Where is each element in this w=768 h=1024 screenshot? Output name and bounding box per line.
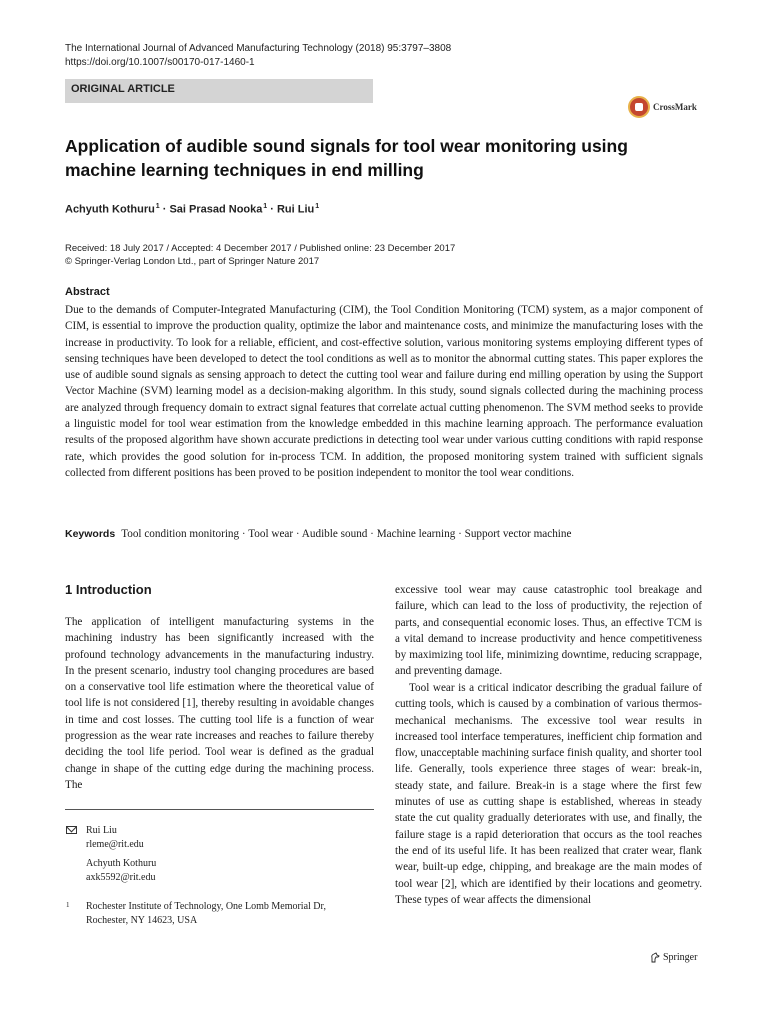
intro-paragraph-left: The application of intelligent manufacturing systems in the machining industry has been significantly increased with the profound technology advancements in the manufacturing industry. In the present scenario, industry tool changing procedures are based on a conservative tool life estimation where the theoretical value of tool life is not considered [1], thereby resulting in avoidable changes in time and cost losses. The cutting tool life is a function of wear progression as the wear rate increases and reaches to failure thereby deciding the tool life period. Tool wear is defined as the gradual change in shape of the cutting edge during the machining process. The [65,616,374,791]
author-name[interactable]: Sai Prasad Nooka [169,203,263,216]
abstract-heading: Abstract [65,286,110,298]
envelope-icon [66,826,77,834]
intro-paragraph-right-1: excessive tool wear may cause catastrophic tool breakage and failure, which can lead to the loss of productivity, the rejection of parts, and consequential economic loses. Thus, an effective TCM is a vital demand to increase productivity and hence competitiveness by maximizing tool life, minimizing downtime, reducing scrappage, and preventing damage. [395,584,702,678]
publisher-name: Springer [663,952,698,963]
author-list [65,203,319,216]
abstract-body: Due to the demands of Computer-Integrated Manufacturing (CIM), the Tool Condition Monitoring (TCM) system, as a major component of CIM, is essential to improve the production quality, optimize the labor and maintenance costs, and minimize the manufacturing loses with the increase in productivity. To look for a reliable, efficient, and cost-effective solution, various monitoring systems employing different types of sensing techniques have been developed to detect the tool conditions as well as to monitor the abnormal cutting states. This paper explores the use of audible sound signals as sensing approach to detect the cutting tool wear and failure during end milling operation by using the Support Vector Machine (SVM) learning model as a decision-making algorithm. In this study, sound signals collected during the machining process are analyzed through frequency domain to extract signal features that correlate actual cutting phenomenon. The SVM method seeks to provide a linguistic model for tool wear estimation from the knowledge embedded in this machine learning approach. The performance evaluation results of the proposed algorithm have shown accurate predictions in detecting tool wear under various cutting conditions with rapid response rate, which provides the good solution for in-process TCM. In addition, the proposed monitoring system trained with sufficient signals collected from different positions has been proved to be position independent to monitor the tool wear conditions. [65,304,703,479]
author-affiliation: 1 [263,203,268,210]
copyright-notice: © Springer-Verlag London Ltd., part of Springer Nature 2017 [65,256,320,267]
springer-horse-icon [650,952,660,963]
paper-title: Application of audible sound signals for tool wear monitoring using machine learning techniques in end milling [65,136,628,180]
second-author-name: Achyuth Kothuru [86,858,157,869]
author-affiliation: 1 [155,203,160,210]
keywords-text: Tool condition monitoring · Tool wear · Audible sound · Machine learning · Support vector machine [121,528,572,540]
crossmark-badge[interactable] [628,94,708,120]
author-name[interactable]: Achyuth Kothuru [65,203,155,216]
journal-citation: The International Journal of Advanced Manufacturing Technology (2018) 95:3797–3808 [65,43,452,54]
author-affiliation: 1 [315,203,320,210]
affiliation-text: Rochester Institute of Technology, One Lomb Memorial Dr, Rochester, NY 14623, USA [86,901,326,926]
author-name[interactable]: Rui Liu [276,203,315,216]
crossmark-label: CrossMark [653,102,697,112]
publication-dates: Received: 18 July 2017 / Accepted: 4 December 2017 / Published online: 23 December 2017 [65,243,456,254]
corresponding-author-email[interactable]: rleme@rit.edu [86,839,144,850]
footnote-divider [65,809,374,810]
intro-paragraph-right-2: Tool wear is a critical indicator describing the gradual failure of cutting tools, which is caused by a combination of various thermos-mechanical mechanisms. The excessive tool wear results in increased tool interface temperatures, inefficient chip formation and flow, unacceptable machining surface finish quality, and shorter tool life. Generally, tools experience three stages of wear: break-in, steady state, and failure. Break-in is a stage where the first few minutes of use as cutting shape is established, whereas in steady state the cut quality gradually deteriorates with use, and finally, the failure stage is a rapid deterioration that occurs as the tool reaches the end of its useful life. It has been realized that crater wear, flank wear, built-up edge, chipping, and breakage are the main modes of tool wear [2], which are identified by their locations and geometry. These types of wear affects the dimensional [395,682,702,906]
second-author-email[interactable]: axk5592@rit.edu [86,872,156,883]
keywords-label: Keywords [65,528,116,540]
affiliation-number: 1 [66,901,70,909]
corresponding-author-name: Rui Liu [86,825,117,836]
publisher-logo [650,952,697,963]
doi-link[interactable]: https://doi.org/10.1007/s00170-017-1460-1 [65,57,255,68]
keywords [65,528,715,540]
author-separator: · [159,203,170,216]
crossmark-icon [628,96,650,118]
article-type-banner: ORIGINAL ARTICLE [65,79,373,103]
section-heading-introduction: 1 Introduction [65,582,152,597]
author-separator: · [267,203,277,216]
